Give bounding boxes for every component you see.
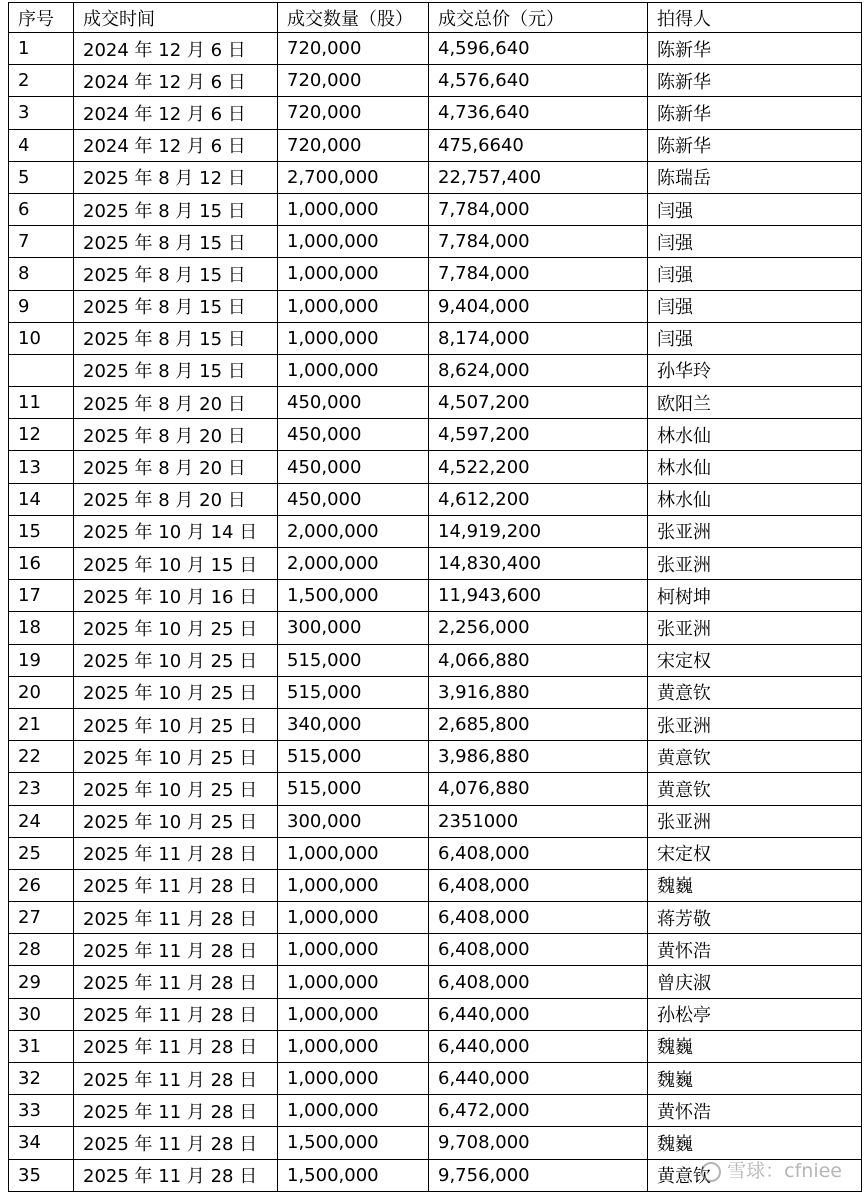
- cell-quantity: 2,700,000: [278, 161, 429, 193]
- cell-index: 4: [9, 129, 74, 161]
- cell-total-price: 7,784,000: [429, 193, 648, 225]
- snowball-logo-icon: [701, 1162, 721, 1182]
- table-row: [9, 934, 862, 966]
- cell-winner: 黄意钦: [648, 1159, 862, 1191]
- header-winner: 拍得人: [648, 3, 862, 33]
- table-row: [9, 869, 862, 901]
- cell-quantity: 450,000: [278, 419, 429, 451]
- cell-date: 2024 年 12 月 6 日: [74, 129, 278, 161]
- cell-index: 32: [9, 1063, 74, 1095]
- cell-total-price: 4,076,880: [429, 773, 648, 805]
- cell-quantity: 1,000,000: [278, 193, 429, 225]
- table-row: [9, 290, 862, 322]
- cell-quantity: 1,000,000: [278, 934, 429, 966]
- cell-quantity: 720,000: [278, 129, 429, 161]
- cell-quantity: 1,500,000: [278, 1127, 429, 1159]
- cell-total-price: 6,408,000: [429, 934, 648, 966]
- cell-index: 31: [9, 1030, 74, 1062]
- cell-date: 2025 年 10 月 25 日: [74, 741, 278, 773]
- cell-quantity: 450,000: [278, 483, 429, 515]
- cell-winner: 黄意钦: [648, 676, 862, 708]
- table-row: [9, 612, 862, 644]
- cell-quantity: 1,000,000: [278, 290, 429, 322]
- table-row: [9, 354, 862, 386]
- cell-quantity: 1,000,000: [278, 966, 429, 998]
- cell-quantity: 340,000: [278, 708, 429, 740]
- table-row: [9, 129, 862, 161]
- header-index: 序号: [9, 3, 74, 33]
- cell-quantity: 1,000,000: [278, 902, 429, 934]
- cell-total-price: 4,612,200: [429, 483, 648, 515]
- cell-winner: 魏巍: [648, 1030, 862, 1062]
- table-row: [9, 966, 862, 998]
- table-row: [9, 1030, 862, 1062]
- cell-total-price: 7,784,000: [429, 258, 648, 290]
- table-row: [9, 97, 862, 129]
- cell-winner: 宋定权: [648, 644, 862, 676]
- cell-index: 35: [9, 1159, 74, 1191]
- cell-date: 2025 年 8 月 20 日: [74, 419, 278, 451]
- cell-quantity: 450,000: [278, 451, 429, 483]
- cell-total-price: 6,440,000: [429, 998, 648, 1030]
- cell-total-price: 4,522,200: [429, 451, 648, 483]
- cell-quantity: 300,000: [278, 805, 429, 837]
- cell-total-price: 6,472,000: [429, 1095, 648, 1127]
- table-row: [9, 1127, 862, 1159]
- cell-date: 2025 年 10 月 25 日: [74, 612, 278, 644]
- cell-total-price: 8,174,000: [429, 322, 648, 354]
- cell-total-price: 2351000: [429, 805, 648, 837]
- table-row: [9, 419, 862, 451]
- cell-total-price: 4,066,880: [429, 644, 648, 676]
- cell-winner: 魏巍: [648, 1063, 862, 1095]
- cell-date: 2024 年 12 月 6 日: [74, 65, 278, 97]
- cell-index: 23: [9, 773, 74, 805]
- cell-total-price: 14,830,400: [429, 548, 648, 580]
- cell-date: 2025 年 8 月 12 日: [74, 161, 278, 193]
- cell-index: 6: [9, 193, 74, 225]
- cell-date: 2025 年 11 月 28 日: [74, 837, 278, 869]
- cell-index: 1: [9, 33, 74, 65]
- cell-index: 21: [9, 708, 74, 740]
- cell-date: 2025 年 11 月 28 日: [74, 1159, 278, 1191]
- cell-quantity: 1,000,000: [278, 998, 429, 1030]
- cell-date: 2025 年 8 月 20 日: [74, 451, 278, 483]
- cell-index: 20: [9, 676, 74, 708]
- cell-winner: 陈新华: [648, 97, 862, 129]
- cell-date: 2025 年 8 月 15 日: [74, 290, 278, 322]
- cell-quantity: 1,000,000: [278, 1063, 429, 1095]
- cell-index: 10: [9, 322, 74, 354]
- cell-winner: 闫强: [648, 258, 862, 290]
- cell-winner: 闫强: [648, 322, 862, 354]
- cell-winner: 魏巍: [648, 1127, 862, 1159]
- cell-winner: 张亚洲: [648, 805, 862, 837]
- cell-winner: 陈瑞岳: [648, 161, 862, 193]
- header-date: 成交时间: [74, 3, 278, 33]
- table-row: [9, 322, 862, 354]
- cell-total-price: 8,624,000: [429, 354, 648, 386]
- cell-winner: 欧阳兰: [648, 387, 862, 419]
- cell-winner: 孙松亭: [648, 998, 862, 1030]
- cell-index: 26: [9, 869, 74, 901]
- cell-date: 2025 年 11 月 28 日: [74, 902, 278, 934]
- cell-date: 2025 年 10 月 14 日: [74, 515, 278, 547]
- cell-date: 2024 年 12 月 6 日: [74, 33, 278, 65]
- cell-total-price: 2,256,000: [429, 612, 648, 644]
- cell-index: 8: [9, 258, 74, 290]
- cell-date: 2025 年 11 月 28 日: [74, 1063, 278, 1095]
- cell-quantity: 720,000: [278, 97, 429, 129]
- cell-index: 11: [9, 387, 74, 419]
- cell-index: 14: [9, 483, 74, 515]
- cell-quantity: 300,000: [278, 612, 429, 644]
- cell-quantity: 515,000: [278, 644, 429, 676]
- cell-winner: 陈新华: [648, 65, 862, 97]
- cell-date: 2025 年 10 月 16 日: [74, 580, 278, 612]
- watermark-text: 雪球：cfniee: [727, 1160, 842, 1182]
- cell-winner: 蒋芳敬: [648, 902, 862, 934]
- cell-winner: 陈新华: [648, 129, 862, 161]
- table-row: [9, 65, 862, 97]
- cell-winner: 张亚洲: [648, 515, 862, 547]
- cell-index: 33: [9, 1095, 74, 1127]
- cell-quantity: 1,000,000: [278, 869, 429, 901]
- cell-quantity: 1,500,000: [278, 1159, 429, 1191]
- cell-index: 5: [9, 161, 74, 193]
- cell-date: 2025 年 10 月 15 日: [74, 548, 278, 580]
- cell-date: 2025 年 11 月 28 日: [74, 966, 278, 998]
- cell-date: 2025 年 8 月 15 日: [74, 193, 278, 225]
- cell-total-price: 9,404,000: [429, 290, 648, 322]
- cell-index: 18: [9, 612, 74, 644]
- cell-index: [9, 354, 74, 386]
- cell-index: 7: [9, 226, 74, 258]
- cell-winner: 林水仙: [648, 451, 862, 483]
- cell-index: 3: [9, 97, 74, 129]
- cell-index: 25: [9, 837, 74, 869]
- cell-index: 30: [9, 998, 74, 1030]
- cell-quantity: 515,000: [278, 741, 429, 773]
- cell-date: 2025 年 8 月 15 日: [74, 226, 278, 258]
- cell-total-price: 2,685,800: [429, 708, 648, 740]
- header-total-price: 成交总价（元）: [429, 3, 648, 33]
- cell-quantity: 1,000,000: [278, 322, 429, 354]
- table-row: [9, 161, 862, 193]
- cell-index: 12: [9, 419, 74, 451]
- cell-index: 24: [9, 805, 74, 837]
- cell-index: 13: [9, 451, 74, 483]
- cell-date: 2025 年 8 月 20 日: [74, 387, 278, 419]
- cell-winner: 黄意钦: [648, 741, 862, 773]
- cell-total-price: 4,507,200: [429, 387, 648, 419]
- table-row: [9, 902, 862, 934]
- cell-quantity: 1,000,000: [278, 837, 429, 869]
- cell-date: 2024 年 12 月 6 日: [74, 97, 278, 129]
- cell-date: 2025 年 11 月 28 日: [74, 934, 278, 966]
- cell-winner: 闫强: [648, 226, 862, 258]
- table-row: [9, 998, 862, 1030]
- cell-winner: 宋定权: [648, 837, 862, 869]
- cell-index: 19: [9, 644, 74, 676]
- cell-total-price: 4,597,200: [429, 419, 648, 451]
- table-row: [9, 837, 862, 869]
- cell-winner: 孙华玲: [648, 354, 862, 386]
- cell-winner: 林水仙: [648, 483, 862, 515]
- cell-index: 28: [9, 934, 74, 966]
- cell-total-price: 4,736,640: [429, 97, 648, 129]
- cell-total-price: 6,408,000: [429, 902, 648, 934]
- cell-total-price: 4,596,640: [429, 33, 648, 65]
- cell-winner: 林水仙: [648, 419, 862, 451]
- table-row: [9, 193, 862, 225]
- table-row: [9, 580, 862, 612]
- cell-date: 2025 年 11 月 28 日: [74, 998, 278, 1030]
- cell-date: 2025 年 8 月 15 日: [74, 354, 278, 386]
- cell-total-price: 6,440,000: [429, 1030, 648, 1062]
- cell-date: 2025 年 10 月 25 日: [74, 773, 278, 805]
- table-row: [9, 33, 862, 65]
- cell-winner: 张亚洲: [648, 548, 862, 580]
- cell-quantity: 1,000,000: [278, 1030, 429, 1062]
- cell-winner: 陈新华: [648, 33, 862, 65]
- cell-date: 2025 年 10 月 25 日: [74, 676, 278, 708]
- cell-quantity: 1,500,000: [278, 580, 429, 612]
- cell-quantity: 515,000: [278, 676, 429, 708]
- table-row: [9, 676, 862, 708]
- cell-total-price: 6,440,000: [429, 1063, 648, 1095]
- table-row: [9, 483, 862, 515]
- header-quantity: 成交数量（股）: [278, 3, 429, 33]
- cell-quantity: 1,000,000: [278, 226, 429, 258]
- table-row: [9, 708, 862, 740]
- cell-quantity: 720,000: [278, 65, 429, 97]
- cell-quantity: 2,000,000: [278, 515, 429, 547]
- table-row: [9, 1063, 862, 1095]
- cell-date: 2025 年 11 月 28 日: [74, 869, 278, 901]
- cell-total-price: 22,757,400: [429, 161, 648, 193]
- table-row: [9, 741, 862, 773]
- cell-index: 16: [9, 548, 74, 580]
- cell-total-price: 6,408,000: [429, 966, 648, 998]
- table-row: [9, 258, 862, 290]
- cell-total-price: 3,916,880: [429, 676, 648, 708]
- cell-quantity: 720,000: [278, 33, 429, 65]
- cell-winner: 柯树坤: [648, 580, 862, 612]
- cell-quantity: 1,000,000: [278, 1095, 429, 1127]
- watermark: [701, 1156, 842, 1183]
- cell-date: 2025 年 11 月 28 日: [74, 1095, 278, 1127]
- cell-total-price: 7,784,000: [429, 226, 648, 258]
- cell-total-price: 11,943,600: [429, 580, 648, 612]
- cell-date: 2025 年 11 月 28 日: [74, 1127, 278, 1159]
- table-row: [9, 515, 862, 547]
- cell-winner: 黄怀浩: [648, 1095, 862, 1127]
- cell-quantity: 450,000: [278, 387, 429, 419]
- cell-winner: 闫强: [648, 193, 862, 225]
- auction-results-table: [8, 2, 862, 1192]
- cell-total-price: 3,986,880: [429, 741, 648, 773]
- cell-index: 34: [9, 1127, 74, 1159]
- cell-total-price: 14,919,200: [429, 515, 648, 547]
- cell-quantity: 515,000: [278, 773, 429, 805]
- cell-date: 2025 年 10 月 25 日: [74, 644, 278, 676]
- cell-total-price: 4,576,640: [429, 65, 648, 97]
- table-row: [9, 451, 862, 483]
- table-row: [9, 773, 862, 805]
- table-row: [9, 387, 862, 419]
- cell-total-price: 9,756,000: [429, 1159, 648, 1191]
- cell-winner: 黄怀浩: [648, 934, 862, 966]
- table-row: [9, 644, 862, 676]
- table-row: [9, 226, 862, 258]
- cell-winner: 闫强: [648, 290, 862, 322]
- cell-date: 2025 年 8 月 15 日: [74, 258, 278, 290]
- cell-quantity: 1,000,000: [278, 258, 429, 290]
- cell-index: 17: [9, 580, 74, 612]
- cell-winner: 张亚洲: [648, 708, 862, 740]
- cell-index: 9: [9, 290, 74, 322]
- cell-quantity: 1,000,000: [278, 354, 429, 386]
- cell-date: 2025 年 8 月 20 日: [74, 483, 278, 515]
- cell-winner: 曾庆淑: [648, 966, 862, 998]
- cell-date: 2025 年 10 月 25 日: [74, 708, 278, 740]
- cell-winner: 魏巍: [648, 869, 862, 901]
- table-header-row: [9, 3, 862, 33]
- cell-index: 22: [9, 741, 74, 773]
- cell-index: 29: [9, 966, 74, 998]
- cell-winner: 黄意钦: [648, 773, 862, 805]
- table-row: [9, 548, 862, 580]
- cell-total-price: 9,708,000: [429, 1127, 648, 1159]
- cell-total-price: 6,408,000: [429, 837, 648, 869]
- cell-date: 2025 年 10 月 25 日: [74, 805, 278, 837]
- cell-quantity: 2,000,000: [278, 548, 429, 580]
- table-row: [9, 1095, 862, 1127]
- table-body: [9, 33, 862, 1192]
- cell-date: 2025 年 11 月 28 日: [74, 1030, 278, 1062]
- cell-total-price: 475,6640: [429, 129, 648, 161]
- cell-total-price: 6,408,000: [429, 869, 648, 901]
- cell-index: 15: [9, 515, 74, 547]
- table-row: [9, 805, 862, 837]
- cell-index: 27: [9, 902, 74, 934]
- cell-date: 2025 年 8 月 15 日: [74, 322, 278, 354]
- cell-winner: 张亚洲: [648, 612, 862, 644]
- cell-index: 2: [9, 65, 74, 97]
